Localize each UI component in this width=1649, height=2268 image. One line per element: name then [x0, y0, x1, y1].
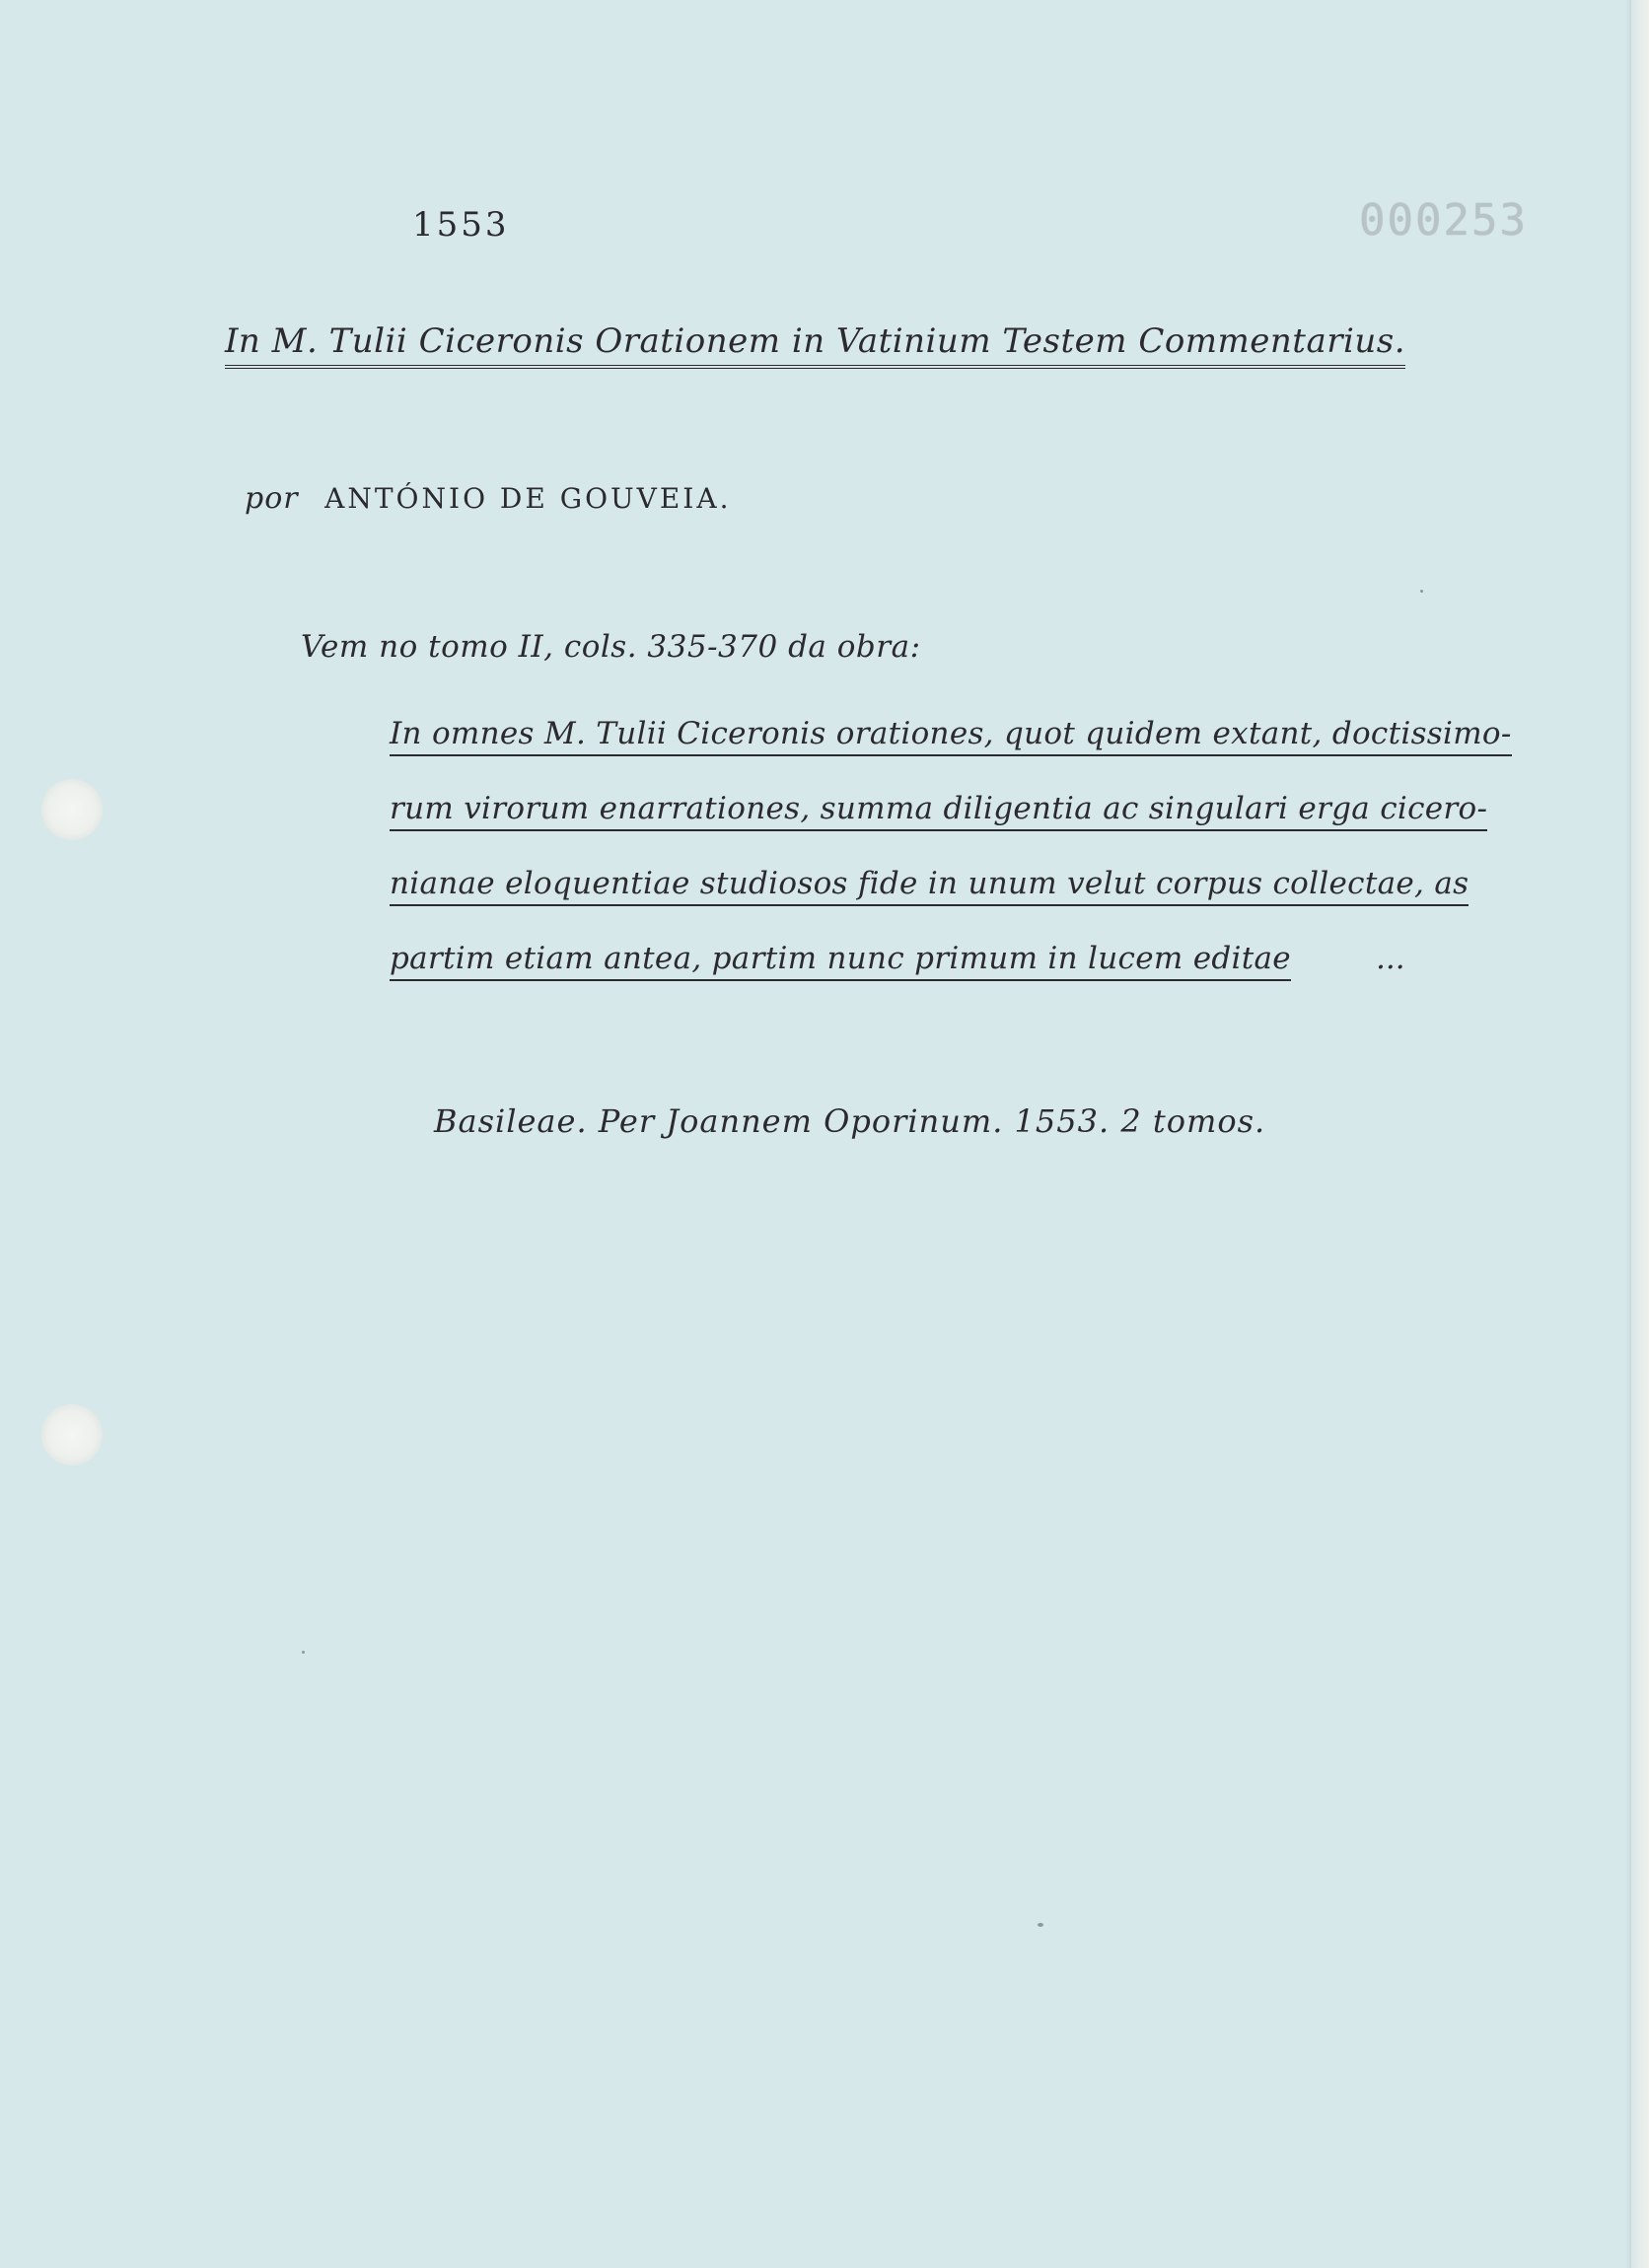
author-line — [245, 481, 731, 516]
work-title-line: partim etiam antea, partim nunc primum in lucem editae — [390, 941, 1291, 981]
paper-speck — [1038, 1923, 1043, 1927]
work-title-line: nianae eloquentiae studiosos fide in unum velut corpus collectae, as — [390, 866, 1469, 906]
punch-hole-top — [41, 779, 103, 840]
paper-speck — [1420, 590, 1423, 593]
location-note: Vem no tomo II, cols. 335-370 da obra: — [301, 629, 921, 665]
work-title-line: In omnes M. Tulii Ciceronis orationes, quot quidem extant, doctissimo- — [390, 716, 1512, 756]
work-title-ellipsis: ... — [1376, 941, 1405, 976]
document-title: In M. Tulii Ciceronis Orationem in Vatinium Testem Commentarius. — [225, 321, 1405, 369]
imprint-line: Basileae. Per Joannem Oporinum. 1553. 2 tomos. — [434, 1102, 1266, 1140]
author-prefix: por — [245, 481, 299, 516]
paper-speck — [302, 1651, 305, 1654]
document-year: 1553 — [412, 205, 510, 245]
page-right-edge — [1631, 0, 1649, 2268]
punch-hole-bottom — [41, 1404, 103, 1465]
author-name: ANTÓNIO DE GOUVEIA. — [324, 482, 732, 515]
work-title-line: rum virorum enarrationes, summa diligentia ac singulari erga cicero- — [390, 791, 1487, 831]
archive-stamp-number: 000253 — [1359, 195, 1528, 246]
